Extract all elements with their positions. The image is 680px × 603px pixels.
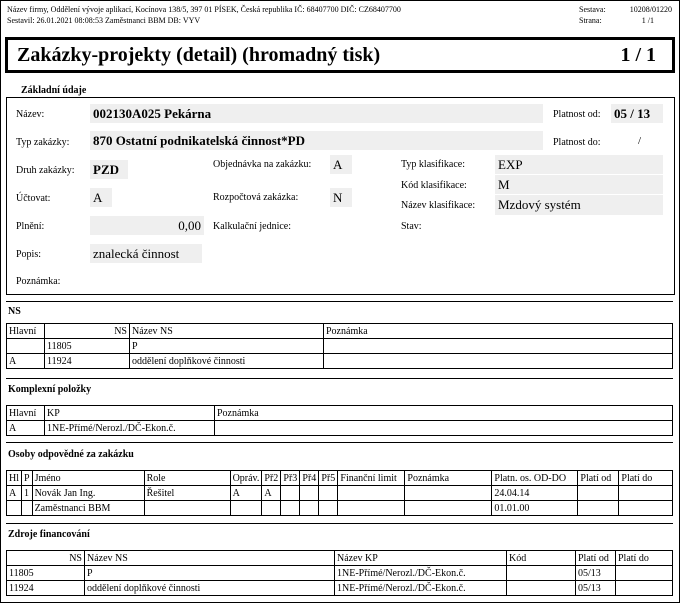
osoby-table — [6, 470, 673, 516]
table-row — [7, 486, 673, 501]
popis-value: znalecká činnost — [90, 244, 202, 263]
table-cell — [338, 501, 405, 516]
table-header-row — [7, 471, 673, 486]
popis-label: Popis: — [16, 249, 42, 260]
divider — [6, 442, 673, 443]
table-cell: Zaměstnanci BBM — [32, 501, 144, 516]
table-cell — [281, 501, 300, 516]
table-cell — [324, 339, 673, 354]
table-cell: 1NE-Přímé/Nerozl./DČ-Ekon.č. — [335, 566, 507, 581]
typ-zakazky-value: 870 Ostatní podnikatelská činnost*PD — [90, 131, 543, 150]
section-title-osoby: Osoby odpovědné za zakázku — [8, 449, 134, 460]
column-header: Př2 — [262, 471, 281, 486]
plneni-label: Plnění: — [16, 221, 45, 232]
column-header: Hlavní — [7, 406, 45, 421]
table-cell: oddělení doplňkové činnosti — [85, 581, 335, 596]
table-cell: 11924 — [7, 581, 85, 596]
column-header: Poznámka — [324, 324, 673, 339]
column-header: Platí od — [578, 471, 619, 486]
column-header: Platn. os. OD-DO — [492, 471, 578, 486]
divider — [6, 378, 673, 379]
title-box — [5, 37, 675, 73]
uctovat-value: A — [90, 188, 112, 207]
table-cell — [262, 501, 281, 516]
table-cell: A — [262, 486, 281, 501]
column-header: Opráv. — [230, 471, 262, 486]
platnost-do-label: Platnost do: — [553, 137, 601, 148]
table-row — [7, 421, 673, 436]
objednavka-value: A — [330, 155, 352, 174]
poznamka-label: Poznámka: — [16, 276, 61, 287]
rozpoctova-value: N — [330, 188, 352, 207]
page-count: 1 / 1 — [620, 44, 656, 66]
table-cell: 05/13 — [576, 566, 616, 581]
column-header: Jméno — [32, 471, 144, 486]
platnost-do-value: / — [638, 135, 642, 147]
table-cell — [144, 501, 230, 516]
platnost-od-value — [611, 104, 663, 123]
table-row — [7, 566, 673, 581]
table-cell: A — [7, 486, 22, 501]
nazev-klasifikace-label: Název klasifikace: — [401, 200, 476, 211]
table-cell — [338, 486, 405, 501]
table-cell: 11924 — [45, 354, 130, 369]
table-cell: P — [85, 566, 335, 581]
stav-label: Stav: — [401, 221, 422, 232]
column-header: KP — [45, 406, 215, 421]
strana-value: 1 /1 — [641, 16, 654, 25]
table-cell — [578, 486, 619, 501]
table-cell — [300, 501, 319, 516]
objednavka-label: Objednávka na zakázku: — [213, 159, 312, 170]
table-cell: 11805 — [7, 566, 85, 581]
zdroje-table — [6, 550, 673, 596]
table-cell — [7, 339, 45, 354]
table-cell: A — [7, 354, 45, 369]
column-header: NS — [45, 324, 130, 339]
plneni-value: 0,00 — [90, 216, 204, 235]
divider — [6, 301, 673, 302]
druh-zakazky-value: PZD — [90, 160, 128, 179]
table-cell — [507, 566, 576, 581]
table-cell: P — [130, 339, 324, 354]
table-row — [7, 354, 673, 369]
kod-klasifikace-value: M — [495, 175, 663, 194]
table-cell — [616, 581, 673, 596]
strana-label: Strana: — [579, 16, 602, 25]
platnost-od-year: 13 — [637, 106, 651, 121]
table-cell — [578, 501, 619, 516]
zakladni-udaje-box — [6, 97, 675, 295]
table-cell — [507, 581, 576, 596]
table-cell — [281, 486, 300, 501]
table-header-row — [7, 324, 673, 339]
typ-zakazky-label: Typ zakázky: — [16, 137, 70, 148]
author-line: Sestavil: 26.01.2021 08:08:53 Zaměstnanci BBM DB: VYV — [7, 16, 201, 25]
platnost-od-sep: / — [630, 106, 634, 121]
table-cell — [405, 486, 492, 501]
page-title: Zakázky-projekty (detail) (hromadný tisk) — [17, 44, 381, 66]
nazev-value: 002130A025 Pekárna — [90, 104, 543, 123]
uctovat-label: Účtovat: — [16, 193, 51, 204]
typ-klasifikace-label: Typ klasifikace: — [401, 159, 465, 170]
column-header: Název NS — [130, 324, 324, 339]
column-header: Platí do — [616, 551, 673, 566]
sestava-value: 10208/01220 — [629, 5, 672, 14]
table-cell — [215, 421, 673, 436]
table-cell — [319, 501, 338, 516]
table-cell: A — [7, 421, 45, 436]
typ-klasifikace-value: EXP — [495, 155, 663, 174]
table-cell: 1 — [22, 486, 33, 501]
table-row — [7, 339, 673, 354]
table-cell — [22, 501, 33, 516]
column-header: Název KP — [335, 551, 507, 566]
table-cell — [405, 501, 492, 516]
section-title-zdroje: Zdroje financování — [8, 529, 90, 540]
column-header: Název NS — [85, 551, 335, 566]
table-cell: 01.01.00 — [492, 501, 578, 516]
section-title-ns: NS — [8, 306, 21, 317]
table-row — [7, 581, 673, 596]
column-header: Platí od — [576, 551, 616, 566]
section-title-komplexni: Komplexní položky — [8, 384, 92, 395]
column-header: NS — [7, 551, 85, 566]
column-header: Role — [144, 471, 230, 486]
table-cell: 24.04.14 — [492, 486, 578, 501]
table-cell — [230, 501, 262, 516]
column-header: Finanční limit — [338, 471, 405, 486]
column-header: Př4 — [300, 471, 319, 486]
column-header: Poznámka — [215, 406, 673, 421]
column-header: Hl — [7, 471, 22, 486]
table-cell: Novák Jan Ing. — [32, 486, 144, 501]
ns-table — [6, 323, 673, 369]
company-line: Název firmy, Oddělení vývoje aplikací, Kocínova 138/5, 397 01 PÍSEK, Česká republika IČ: 68407700 DIČ: CZ68407700 — [7, 5, 401, 14]
druh-zakazky-label: Druh zakázky: — [16, 165, 75, 176]
table-cell: oddělení doplňkové činnosti — [130, 354, 324, 369]
table-row — [7, 501, 673, 516]
report-header — [4, 4, 676, 30]
column-header: Poznámka — [405, 471, 492, 486]
nazev-klasifikace-value: Mzdový systém — [495, 195, 663, 215]
table-cell: A — [230, 486, 262, 501]
table-cell — [300, 486, 319, 501]
column-header: Platí do — [619, 471, 673, 486]
table-cell: 1NE-Přímé/Nerozl./DČ-Ekon.č. — [335, 581, 507, 596]
komplexni-table — [6, 405, 673, 436]
kalkulacni-jednice-label: Kalkulační jednice: — [213, 221, 292, 232]
sestava-label: Sestava: — [579, 5, 606, 14]
table-cell — [619, 501, 673, 516]
column-header: P — [22, 471, 33, 486]
section-title-zakladni: Základní údaje — [21, 85, 87, 96]
table-cell — [619, 486, 673, 501]
platnost-od-month: 05 — [614, 106, 627, 121]
table-header-row — [7, 551, 673, 566]
table-cell — [616, 566, 673, 581]
table-cell — [319, 486, 338, 501]
column-header: Př5 — [319, 471, 338, 486]
table-cell — [7, 501, 22, 516]
table-cell: 11805 — [45, 339, 130, 354]
column-header: Kód — [507, 551, 576, 566]
divider — [6, 523, 673, 524]
table-cell: 1NE-Přímé/Nerozl./DČ-Ekon.č. — [45, 421, 215, 436]
rozpoctova-label: Rozpočtová zakázka: — [213, 192, 299, 203]
kod-klasifikace-label: Kód klasifikace: — [401, 180, 467, 191]
nazev-label: Název: — [16, 109, 45, 120]
table-cell — [324, 354, 673, 369]
table-header-row — [7, 406, 673, 421]
platnost-od-label: Platnost od: — [553, 109, 601, 120]
table-cell: Řešitel — [144, 486, 230, 501]
table-cell: 05/13 — [576, 581, 616, 596]
column-header: Př3 — [281, 471, 300, 486]
column-header: Hlavní — [7, 324, 45, 339]
